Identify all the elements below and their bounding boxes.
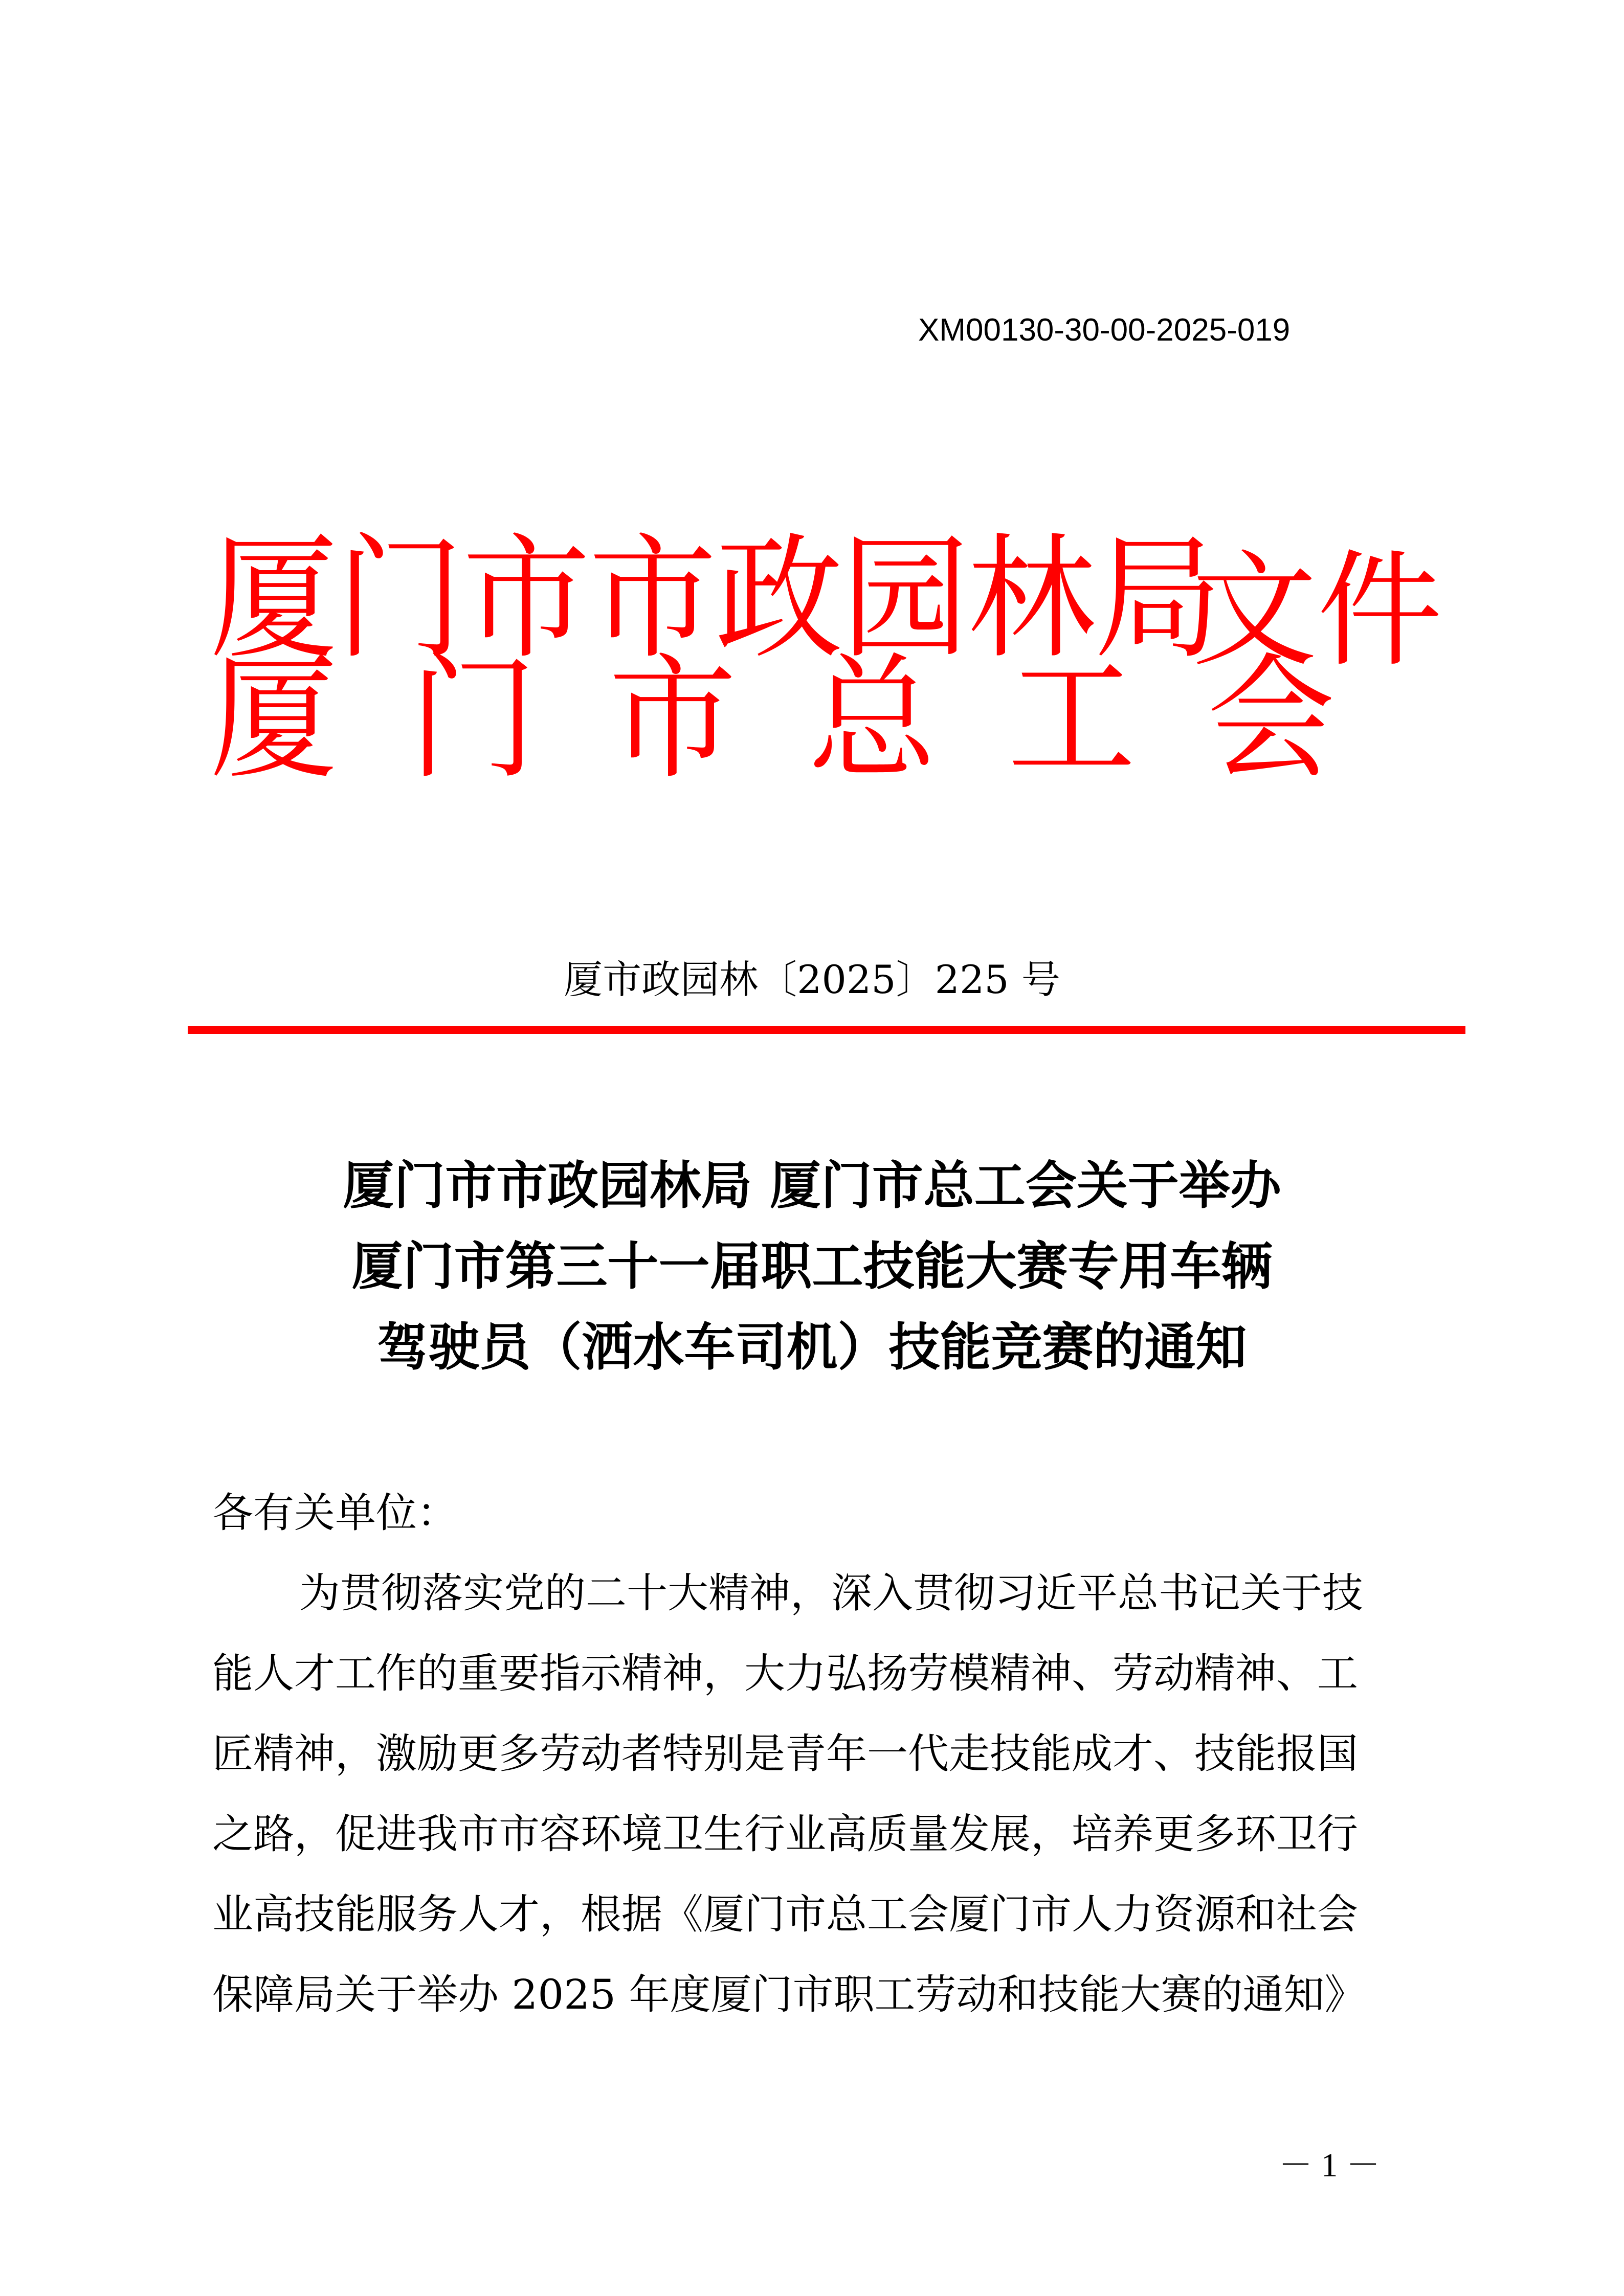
issuer-name-line-1: 厦门市市政园林局 xyxy=(210,520,1220,677)
reference-number: 厦市政园林〔2025〕225 号 xyxy=(564,957,1060,1002)
red-divider xyxy=(188,1026,1465,1034)
salutation: 各有关单位： xyxy=(212,1489,458,1537)
page-number: － 1 － xyxy=(1279,2147,1380,2184)
body-line: 保障局关于举办 2025 年度厦门市职工劳动和技能大赛的通知》 xyxy=(212,1971,1366,2018)
document-title xyxy=(0,1145,1624,1388)
title-line: 厦门市第三十一届职工技能大赛专用车辆 xyxy=(351,1236,1273,1296)
file-label: 文件 xyxy=(1192,538,1442,684)
document-body xyxy=(212,1473,1419,2035)
title-line: 驾驶员（洒水车司机）技能竞赛的通知 xyxy=(377,1317,1247,1377)
body-line: 为贯彻落实党的二十大精神，深入贯彻习近平总书记关于技 xyxy=(299,1569,1363,1617)
body-line: 业高技能服务人才，根据《厦门市总工会厦门市人力资源和社会 xyxy=(212,1890,1358,1938)
issuer-name-line-2: 厦门市总工会 xyxy=(210,640,1407,797)
body-line: 匠精神，激励更多劳动者特别是青年一代走技能成才、技能报国 xyxy=(212,1730,1358,1777)
title-line: 厦门市市政园林局 厦门市总工会关于举办 xyxy=(343,1156,1281,1215)
body-line: 之路，促进我市市容环境卫生行业高质量发展，培养更多环卫行 xyxy=(212,1810,1358,1858)
document-serial-number: XM00130-30-00-2025-019 xyxy=(918,312,1291,348)
body-line: 能人才工作的重要指示精神，大力弘扬劳模精神、劳动精神、工 xyxy=(212,1650,1358,1697)
